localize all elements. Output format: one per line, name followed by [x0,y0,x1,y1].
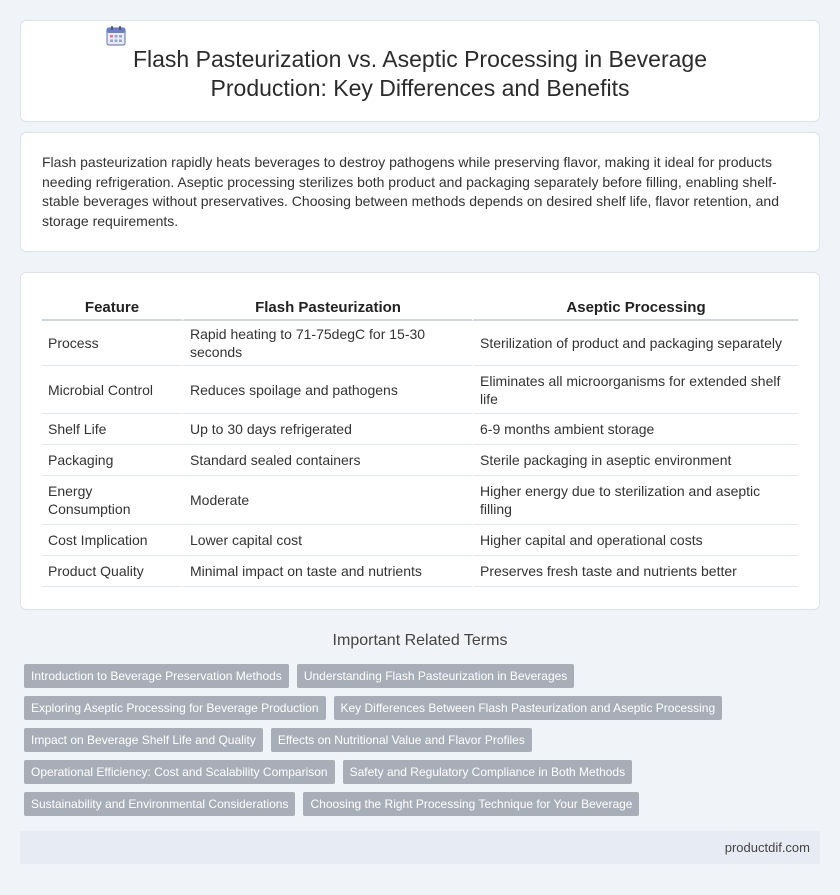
related-tag[interactable]: Sustainability and Environmental Considerations [24,792,295,816]
footer [20,831,820,864]
aseptic-cell: Higher energy due to sterilization and aseptic filling [472,476,798,525]
related-tag[interactable]: Key Differences Between Flash Pasteurization and Aseptic Processing [334,696,723,720]
flash-cell: Reduces spoilage and pathogens [182,366,472,414]
aseptic-cell: Eliminates all microorganisms for extended shelf life [472,366,798,414]
related-tag[interactable]: Understanding Flash Pasteurization in Beverages [297,664,574,688]
aseptic-cell: Sterile packaging in aseptic environment [472,445,798,476]
feature-cell: Cost Implication [42,525,182,556]
header-feature: Feature [42,295,182,321]
flash-cell: Moderate [182,476,472,525]
aseptic-cell: Higher capital and operational costs [472,525,798,556]
aseptic-cell: 6-9 months ambient storage [472,414,798,445]
table-row [42,476,798,525]
header-flash-pasteurization: Flash Pasteurization [182,295,472,321]
footer-site-link[interactable]: productdif.com [724,840,810,855]
table-row [42,366,798,414]
feature-cell: Packaging [42,445,182,476]
related-terms-heading: Important Related Terms [332,632,508,649]
comparison-card [20,272,820,610]
table-row [42,414,798,445]
related-tag[interactable]: Safety and Regulatory Compliance in Both Methods [343,760,633,784]
related-tag[interactable]: Operational Efficiency: Cost and Scalability Comparison [24,760,335,784]
related-tag[interactable]: Exploring Aseptic Processing for Beverage Production [24,696,326,720]
feature-cell: Shelf Life [42,414,182,445]
tag-row [24,792,824,816]
flash-cell: Lower capital cost [182,525,472,556]
flash-cell: Up to 30 days refrigerated [182,414,472,445]
table-row [42,445,798,476]
table-row [42,556,798,587]
aseptic-cell: Preserves fresh taste and nutrients better [472,556,798,587]
intro-card [20,132,820,252]
table-header-row [42,295,798,321]
comparison-table [42,295,798,587]
table-row [42,525,798,556]
tag-row [24,728,824,752]
title-card [20,20,820,122]
tag-row [24,760,824,784]
tag-row [24,664,824,688]
intro-paragraph: Flash pasteurization rapidly heats beverages to destroy pathogens while preserving flavor, making it ideal for products needing refrigeration. Aseptic processing sterilizes both product and packaging separately before filling, enabling shelf-stable beverages without preservatives. Choosing between methods depends on desired shelf life, flavor retention, and storage requirements. [42,154,780,229]
flash-cell: Minimal impact on taste and nutrients [182,556,472,587]
feature-cell: Microbial Control [42,366,182,414]
feature-cell: Product Quality [42,556,182,587]
aseptic-cell: Sterilization of product and packaging separately [472,321,798,366]
related-tag[interactable]: Introduction to Beverage Preservation Methods [24,664,289,688]
flash-cell: Standard sealed containers [182,445,472,476]
related-tag[interactable]: Choosing the Right Processing Technique for Your Beverage [303,792,639,816]
related-terms-tags [24,664,824,824]
flash-cell: Rapid heating to 71-75degC for 15-30 seconds [182,321,472,366]
table-row [42,321,798,366]
feature-cell: Process [42,321,182,366]
related-tag[interactable]: Impact on Beverage Shelf Life and Quality [24,728,263,752]
feature-cell: Energy Consumption [42,476,182,525]
tag-row [24,696,824,720]
page-title: Flash Pasteurization vs. Aseptic Processing in Beverage Production: Key Differences and Benefits [132,46,707,101]
related-tag[interactable]: Effects on Nutritional Value and Flavor Profiles [271,728,532,752]
calendar-icon [105,25,127,47]
header-aseptic-processing: Aseptic Processing [472,295,798,321]
